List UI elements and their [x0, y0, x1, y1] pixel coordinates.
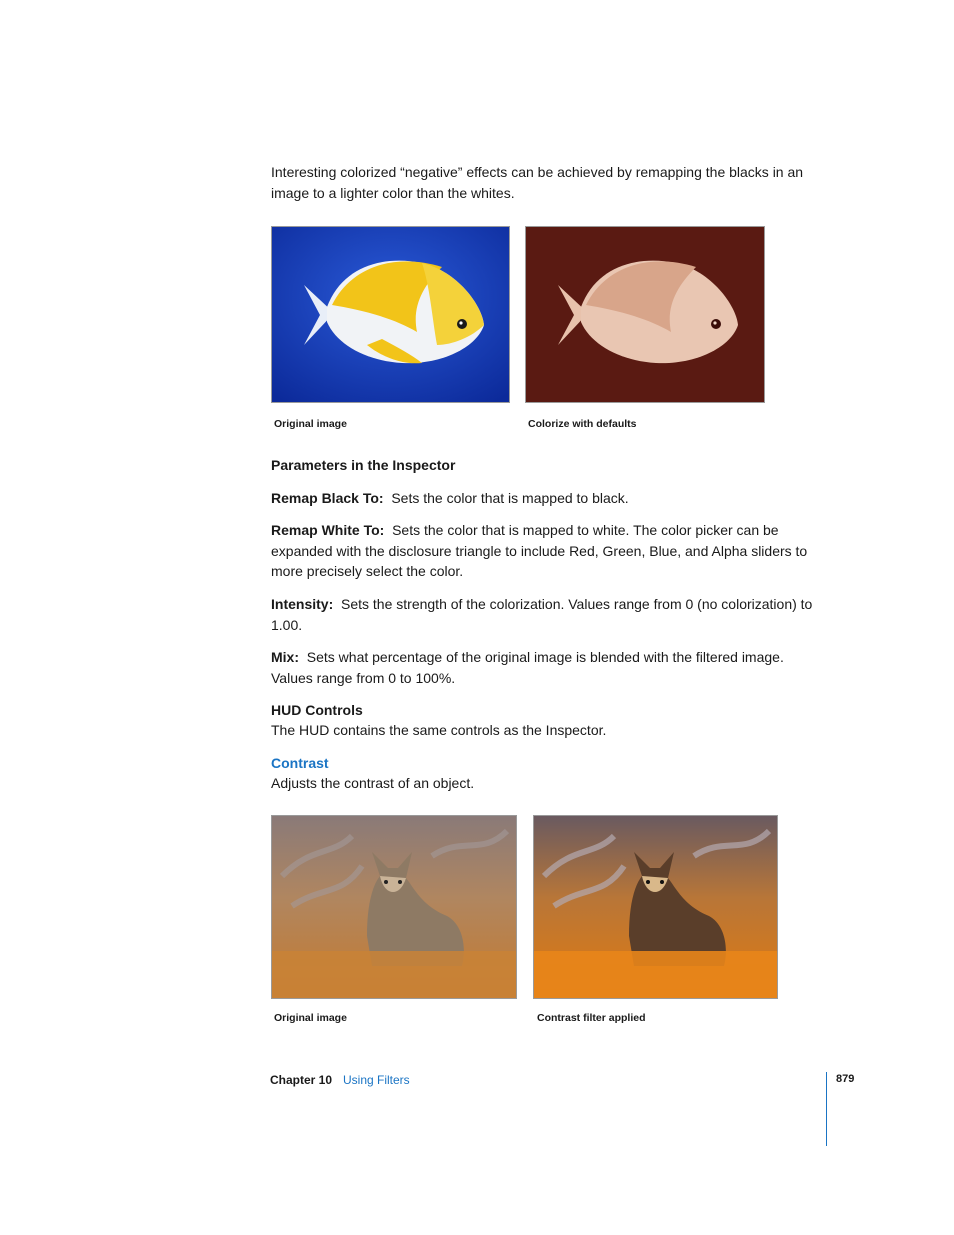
- fish-colorized-image: [525, 226, 765, 403]
- hud-text: The HUD contains the same controls as the Inspector.: [271, 722, 607, 738]
- coyote-contrast-image: [533, 815, 778, 999]
- param-text: Sets the color that is mapped to white. The color picker can be expanded with the disclosure triangle to include Red, Green, Blue, and Alpha sliders to more precisely select the color.: [271, 522, 808, 579]
- param-label: Intensity:: [271, 596, 334, 612]
- param-mix: [271, 647, 827, 688]
- param-label: Remap Black To:: [271, 490, 384, 506]
- caption-fish-colorized: Colorize with defaults: [528, 418, 637, 430]
- param-intensity: [271, 594, 827, 635]
- footer-chapter: Chapter 10: [270, 1073, 333, 1087]
- caption-fish-original: Original image: [274, 418, 347, 430]
- intro-paragraph: Interesting colorized “negative” effects can be achieved by remapping the blacks in an image to a lighter color than the whites.: [271, 164, 804, 201]
- contrast-heading: Contrast: [271, 755, 329, 771]
- hud-heading: HUD Controls: [271, 702, 363, 718]
- coyote-original-image: [271, 815, 517, 999]
- param-label: Remap White To:: [271, 522, 385, 538]
- param-remap-black: [271, 488, 827, 509]
- caption-coyote-original: Original image: [274, 1012, 347, 1024]
- caption-coyote-contrast: Contrast filter applied: [537, 1012, 646, 1024]
- param-remap-white: [271, 520, 827, 582]
- param-text: Sets the color that is mapped to black.: [391, 490, 629, 506]
- fish-original-image: [271, 226, 510, 403]
- footer-chapter-title: Using Filters: [343, 1073, 410, 1087]
- footer-rule: [826, 1072, 827, 1146]
- params-heading: Parameters in the Inspector: [271, 457, 456, 473]
- param-text: Sets the strength of the colorization. Values range from 0 (no colorization) to 1.00.: [271, 596, 813, 633]
- param-text: Sets what percentage of the original image is blended with the filtered image. Values range from 0 to 100%.: [271, 649, 784, 686]
- param-label: Mix:: [271, 649, 299, 665]
- page-number: 879: [836, 1073, 855, 1085]
- contrast-text: Adjusts the contrast of an object.: [271, 775, 475, 791]
